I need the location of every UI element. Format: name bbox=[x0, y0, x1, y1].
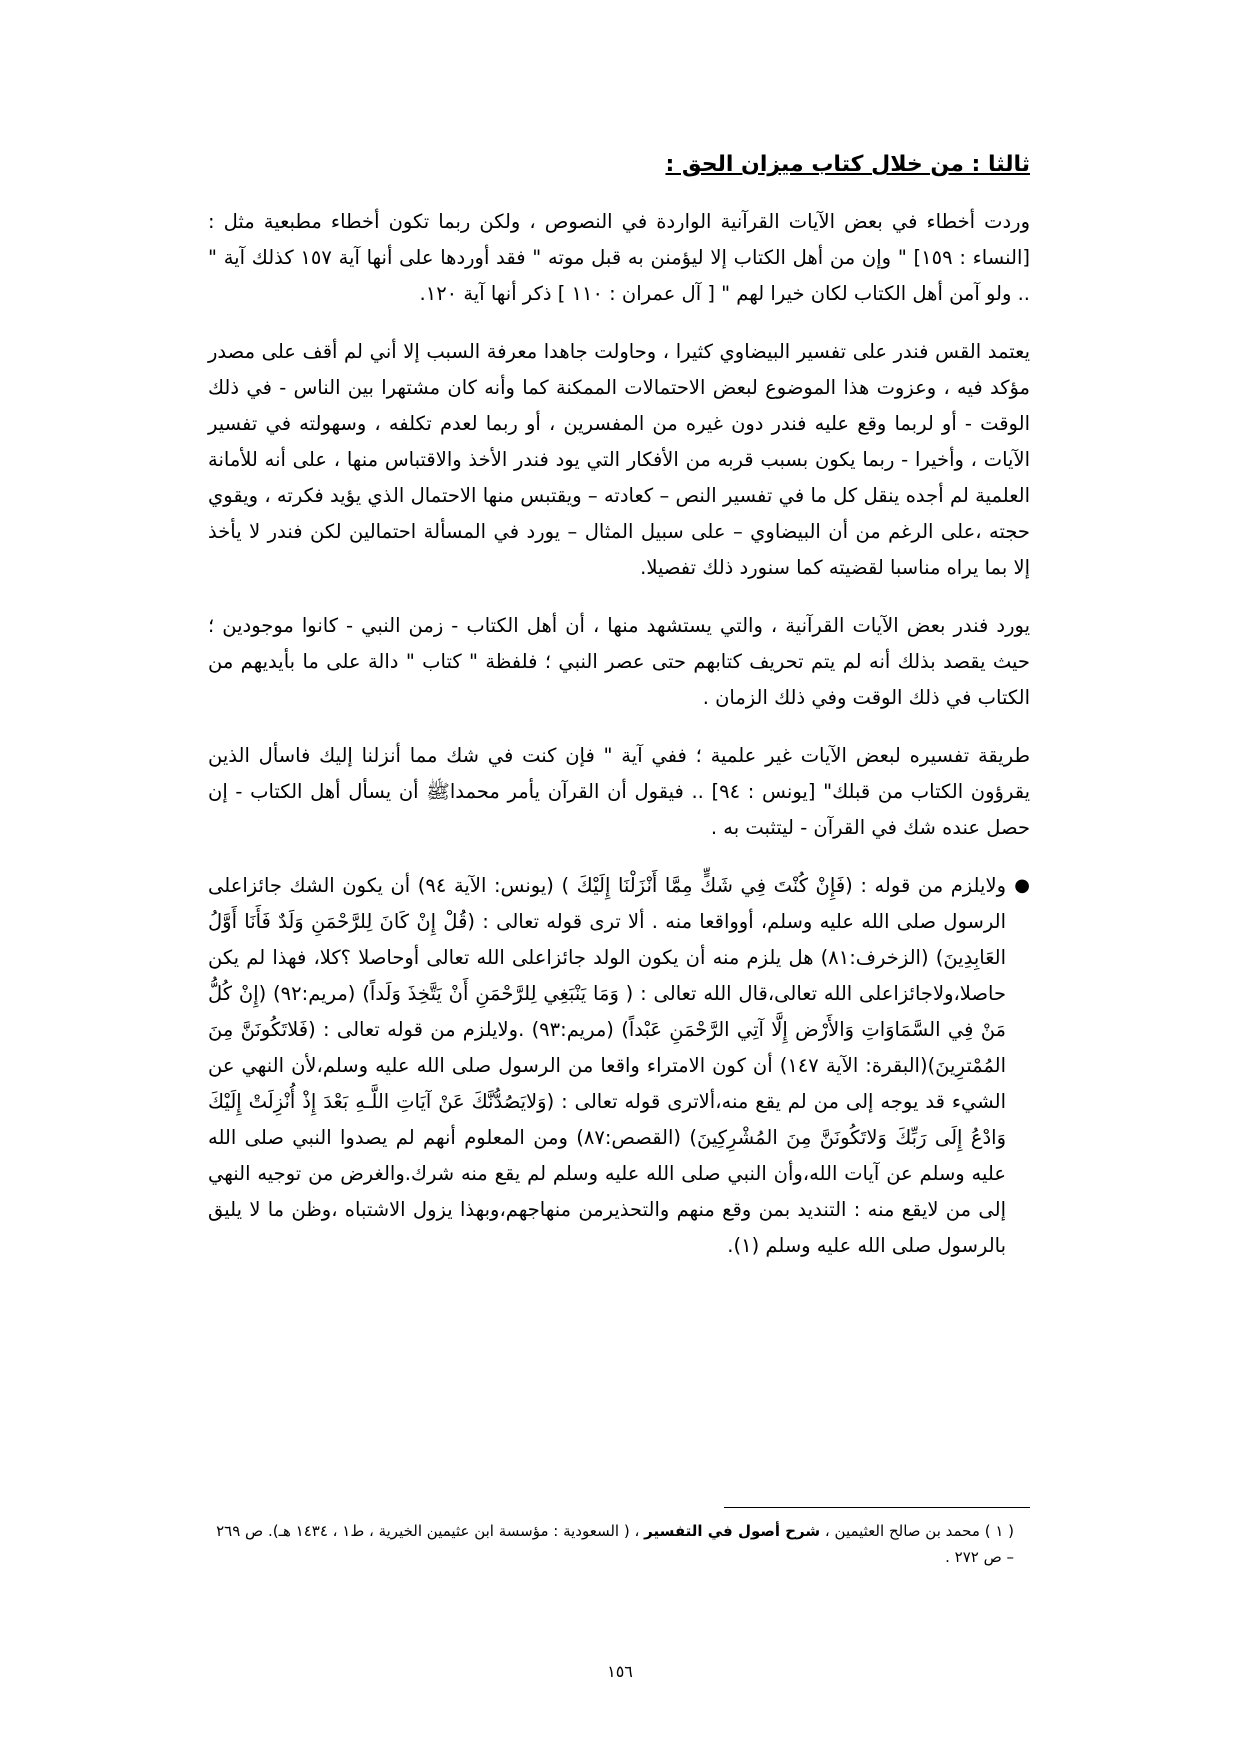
footnote-separator bbox=[724, 1507, 1030, 1508]
section-heading: ثالثا : من خلال كتاب ميزان الحق : bbox=[665, 152, 1030, 177]
footnote-author: محمد بن صالح العثيمين ، bbox=[824, 1522, 980, 1540]
paragraph-1: وردت أخطاء في بعض الآيات القرآنية الواردة في النصوص ، ولكن ربما تكون أخطاء مطبعية مثل : [النساء : ١٥٩] " وإن من أهل الكتاب إلا ليؤمنن به قبل موته " فقد أوردها على أنها آية ١٥٧ كذلك آية " .. ولو آمن أهل الكتاب لكان خيرا لهم " [ آل عمران : ١١٠ ] ذكر أنها آية ١٢٠. bbox=[208, 210, 1030, 305]
bullet-item bbox=[208, 868, 1030, 1264]
paragraph-3: يورد فندر بعض الآيات القرآنية ، والتي يستشهد منها ، أن أهل الكتاب - زمن النبي - كانوا موجودين ؛ حيث يقصد بذلك أنه لم يتم تحريف كتابهم حتى عصر النبي ؛ فلفظة " كتاب " دالة على ما بأيديهم من الكتاب في ذلك الوقت وفي ذلك الزمان . bbox=[208, 614, 1030, 709]
footnote-book-title: شرح أصول في التفسير bbox=[644, 1522, 821, 1540]
paragraph-2: يعتمد القس فندر على تفسير البيضاوي كثيرا ، وحاولت جاهدا معرفة السبب إلا أني لم أقف على مصدر مؤكد فيه ، وعزوت هذا الموضوع لبعض الاحتمالات الممكنة كما وأنه كان مشتهرا بين الناس - في ذلك الوقت - أو لربما وقع عليه فندر دون غيره من المفسرين ، أو ربما لعدم تكلفه ، وسهولته في تفسير الآيات ، وأخيرا - ربما يكون بسبب قربه من الأفكار التي يود فندر الأخذ والاقتباس منها ، على أنه للأمانة العلمية لم أجده ينقل كل ما في تفسير النص – كعادته – ويقتبس منها الاحتمال الذي يؤيد فكرته ، ويقوي حجته ،على الرغم من أن البيضاوي – على سبيل المثال – يورد في المسألة احتمالين لكن فندر لا يأخذ إلا بما يراه مناسبا لقضيته كما سنورد ذلك تفصيلا. bbox=[208, 340, 1030, 579]
footnote-marker: ( ١ ) bbox=[984, 1522, 1014, 1540]
main-content bbox=[208, 150, 1030, 1264]
bullet-list bbox=[208, 868, 1030, 1264]
footnote-details: ، ( السعودية : مؤسسة ابن عثيمين الخيرية ، ط١ ، ١٤٣٤ هـ). ص ٢٦٩ – ص ٢٧٢ . bbox=[216, 1522, 1014, 1566]
paragraph-4: طريقة تفسيره لبعض الآيات غير علمية ؛ ففي آية " فإن كنت في شك مما أنزلنا إليك فاسأل الذين يقرؤون الكتاب من قبلك" [يونس : ٩٤] .. فيقول أن القرآن يأمر محمداﷺ أن يسأل أهل الكتاب - إن حصل عنده شك في القرآن - ليتثبت به . bbox=[208, 744, 1030, 839]
bullet-dot-icon: ● bbox=[1014, 875, 1030, 896]
footnote bbox=[208, 1518, 1014, 1570]
page-number: ١٥٦ bbox=[607, 1662, 633, 1681]
bullet-text: ولايلزم من قوله : (فَإِنْ كُنْتَ فِي شَكٍّ مِمَّا أَنْزَلْنَا إِلَيْكَ ) (يونس: الآية ٩٤) أن يكون الشك جائزاعلى الرسول صلى الله عليه وسلم، أوواقعا منه . ألا ترى قوله تعالى : (قُلْ إِنْ كَانَ لِلرَّحْمَنِ وَلَدٌ فَأَنَا أَوَّلُ العَابِدِينَ) (الزخرف:٨١) هل يلزم منه أن يكون الولد جائزاعلى الله تعالى أوحاصلا ؟كلا، فهذا لم يكن حاصلا،ولاجائزاعلى الله تعالى،قال الله تعالى : ( وَمَا يَنْبَغِي لِلرَّحْمَنِ أَنْ يَتَّخِذَ وَلَداً) (مريم:٩٢) (إِنْ كُلُّ مَنْ فِي السَّمَاوَاتِ وَالأَرْض إِلَّا آتِي الرَّحْمَنِ عَبْداً) (مريم:٩٣) .ولايلزم من قوله تعالى : (فَلاتَكُونَنَّ مِنَ المُمْترِينَ)(البقرة: الآية ١٤٧) أن كون الامتراء واقعا من الرسول صلى الله عليه وسلم،لأن النهي عن الشيء قد يوجه إلى من لم يقع منه،ألاترى قوله تعالى : (وَلايَصُدُّنَّكَ عَنْ آيَاتِ اللَّـهِ بَعْدَ إِذْ أُنْزِلَتْ إِلَيْكَ وَادْعُ إِلَى رَبِّكَ وَلاتَكُونَنَّ مِنَ المُشْرِكِينَ) (القصص:٨٧) ومن المعلوم أنهم لم يصدوا النبي صلى الله عليه وسلم عن آيات الله،وأن النبي صلى الله عليه وسلم لم يقع منه شرك.والغرض من توجيه النهي إلى من لايقع منه : التنديد بمن وقع منهم والتحذيرمن منهاجهم،وبهذا يزول الاشتباه ،وظن ما لا يليق بالرسول صلى الله عليه وسلم (١). bbox=[208, 874, 1007, 1257]
